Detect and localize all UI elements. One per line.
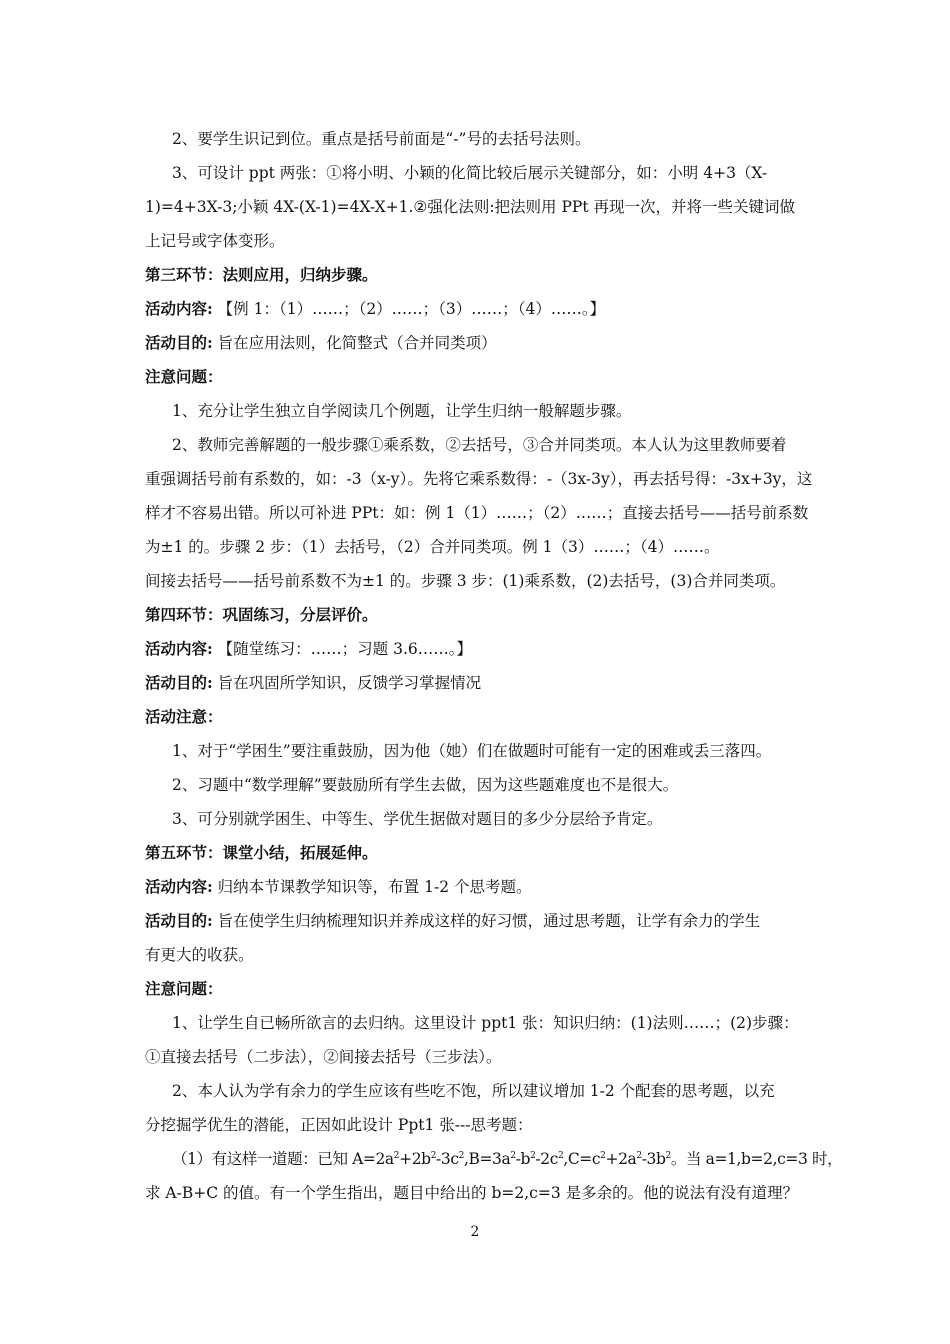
line-text: 归纳本节课教学知识等，布置 1-2 个思考题。	[217, 878, 532, 896]
exponent: 2	[557, 1150, 564, 1161]
line-text: 【随堂练习：……；习题 3.6……。】	[217, 640, 472, 658]
paragraph-line: 求 A-B+C 的值。有一个学生指出，题目中给出的 b=2,c=3 是多余的。他的说法有没有道理？	[145, 1184, 799, 1202]
paragraph-line: 有更大的收获。	[145, 946, 254, 964]
section-heading	[145, 258, 815, 292]
line-label: 活动目的:	[145, 911, 213, 930]
section-heading	[145, 700, 815, 734]
paragraph-line: 1、对于“学困生”要注重鼓励，因为他（她）们在做题时可能有一定的困难或丢三落四。	[172, 742, 772, 760]
exponent: 2	[636, 1150, 642, 1161]
paragraph-line: 2、习题中“数学理解”要鼓励所有学生去做，因为这些题难度也不是很大。	[172, 776, 679, 794]
section-heading	[145, 972, 815, 1006]
paragraph-line: 3、可设计 ppt 两张：①将小明、小颖的化简比较后展示关键部分，如：小明 4+3（X-	[172, 164, 768, 182]
paragraph-line: 间接去括号——括号前系数不为±1 的。步骤 3 步：(1)乘系数，(2)去括号，(3)合并同类项。	[145, 572, 786, 590]
document-body	[145, 122, 843, 1210]
formula-part: ,C=c	[563, 1150, 601, 1168]
formula-part: -3c	[436, 1150, 459, 1168]
line-label: 活动目的:	[145, 673, 213, 692]
paragraph-line: 分挖掘学优生的潜能，正因如此设计 Ppt1 张---思考题：	[145, 1116, 533, 1134]
heading-text: 第四环节：巩固练习，分层评价。	[145, 605, 378, 624]
line-text: 【例 1：（1）……；（2）……；（3）……；（4）……。】	[217, 300, 606, 318]
formula-prefix: （1）有这样一道题：已知 A=2a	[172, 1150, 394, 1168]
section-heading	[145, 598, 815, 632]
paragraph-line: 重强调括号前有系数的，如：-3（x-y）。先将它乘系数得：-（3x-3y），再去括号得：-3x+3y，这	[145, 470, 813, 488]
paragraph-line: 1、让学生自已畅所欲言的去归纳。这里设计 ppt1 张：知识归纳：(1)法则……；(2)步骤：	[172, 1014, 799, 1032]
labeled-line	[145, 326, 815, 360]
line-label: 活动目的:	[145, 333, 213, 352]
labeled-line	[145, 292, 815, 326]
paragraph-line: 上记号或字体变形。	[145, 232, 285, 250]
section-heading	[145, 360, 815, 394]
formula-part: ,B=3a	[463, 1150, 511, 1168]
line-label: 活动内容:	[145, 639, 213, 658]
formula-part: +2b	[399, 1150, 431, 1168]
exponent: 2	[600, 1150, 606, 1161]
formula-part: 。当 a=1,b=2,c=3 时，	[670, 1150, 843, 1168]
heading-text: 注意问题：	[145, 979, 223, 998]
labeled-line	[145, 870, 815, 904]
labeled-line	[145, 904, 815, 938]
paragraph-line: 2、要学生识记到位。重点是括号前面是“-”号的去括号法则。	[172, 130, 591, 148]
line-label: 活动内容:	[145, 299, 213, 318]
paragraph-line: ①直接去括号（二步法），②间接去括号（三步法）。	[145, 1048, 502, 1066]
exponent: 2	[430, 1150, 437, 1161]
heading-text: 第三环节：法则应用，归纳步骤。	[145, 265, 378, 284]
paragraph-line: 1)=4+3X-3;小颖 4X-(X-1)=4X-X+1.②强化法则:把法则用 PPt 再现一次，并将一些关键词做	[145, 198, 795, 216]
paragraph-line: 1、充分让学生独立自学阅读几个例题，让学生归纳一般解题步骤。	[172, 402, 632, 420]
formula-part: -b	[515, 1150, 531, 1168]
exponent: 2	[510, 1150, 516, 1161]
line-text: 旨在应用法则，化简整式（合并同类项）	[217, 334, 497, 352]
heading-text: 活动注意：	[145, 707, 223, 726]
labeled-line	[145, 632, 815, 666]
formula-part: -2c	[535, 1150, 558, 1168]
section-heading	[145, 836, 815, 870]
paragraph-line: 3、可分别就学困生、中等生、学优生据做对题目的多少分层给予肯定。	[172, 810, 663, 828]
formula-part: +2a	[605, 1150, 637, 1168]
heading-text: 第五环节：课堂小结，拓展延伸。	[145, 843, 378, 862]
page-number: 2	[470, 1224, 480, 1240]
exponent: 2	[530, 1150, 536, 1161]
line-label: 活动内容:	[145, 877, 213, 896]
exponent: 2	[665, 1150, 671, 1161]
paragraph-line: 2、教师完善解题的一般步骤①乘系数，②去括号，③合并同类项。本人认为这里教师要着	[172, 436, 787, 454]
heading-text: 注意问题：	[145, 367, 223, 386]
labeled-line	[145, 666, 815, 700]
line-text: 旨在巩固所学知识，反馈学习掌握情况	[217, 674, 482, 692]
exponent: 2	[393, 1150, 400, 1161]
line-text: 旨在使学生归纳梳理知识并养成这样的好习惯，通过思考题，让学有余力的学生	[217, 912, 761, 930]
paragraph-line: 2、本人认为学有余力的学生应该有些吃不饱，所以建议增加 1-2 个配套的思考题，以充	[172, 1082, 775, 1100]
paragraph-line: 样才不容易出错。所以可补进 PPt：如：例 1（1）……；（2）……；直接去括号——括号前系数	[145, 504, 809, 522]
formula-line	[145, 1142, 843, 1176]
formula-part: -3b	[641, 1150, 666, 1168]
exponent: 2	[458, 1150, 464, 1161]
paragraph-line: 为±1 的。步骤 2 步：（1）去括号，（2）合并同类项。例 1（3）……；（4）……。	[145, 538, 720, 556]
